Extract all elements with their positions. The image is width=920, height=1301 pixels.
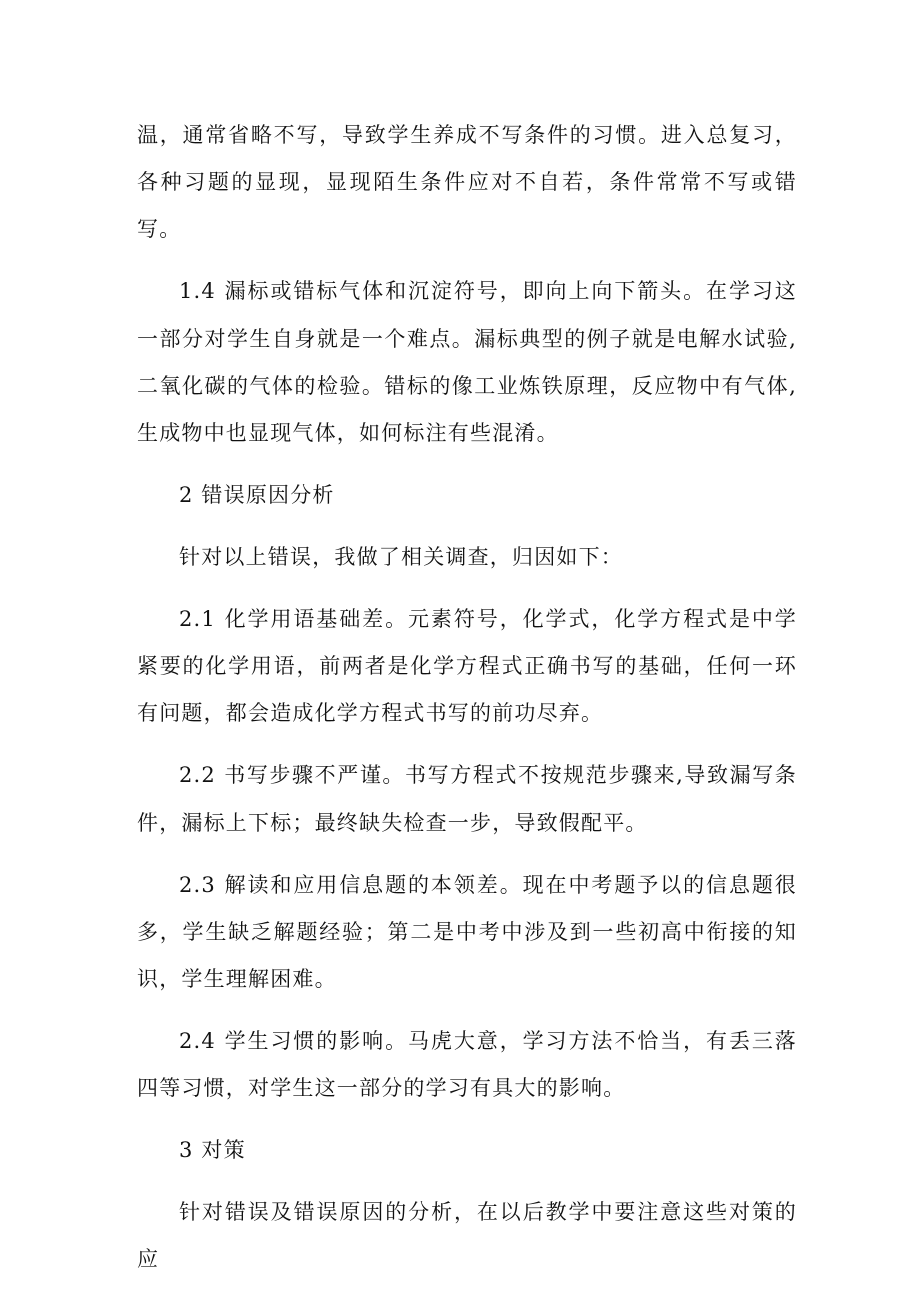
paragraph-intro: 针对以上错误，我做了相关调查，归因如下： <box>179 545 623 570</box>
document-body <box>137 112 797 1298</box>
paragraph-2-1: 2.1 化学用语基础差。元素符号，化学式，化学方程式是中学紧要的化学用语，前两者是化学方程式正确书写的基础，任何一环有问题，都会造成化学方程式书写的前功尽弃。 <box>137 607 797 726</box>
paragraph-strategy: 针对错误及错误原因的分析，在以后教学中要注意这些对策的应 <box>137 1200 797 1272</box>
section-heading-3: 3 对策 <box>179 1138 246 1163</box>
paragraph-2-4: 2.4 学生习惯的影响。马虎大意，学习方法不恰当，有丢三落四等习惯，对学生这一部分的学习有具大的影响。 <box>137 1029 797 1101</box>
section-heading-2: 2 错误原因分析 <box>179 483 335 508</box>
paragraph-1-4: 1.4 漏标或错标气体和沉淀符号，即向上向下箭头。在学习这一部分对学生自身就是一个难点。漏标典型的例子就是电解水试验,二氧化碳的气体的检验。错标的像工业炼铁原理，反应物中有气体,生成物中也显现气体，如何标注有些混淆。 <box>137 279 797 446</box>
paragraph-2-2: 2.2 书写步骤不严谨。书写方程式不按规范步骤来,导致漏写条件，漏标上下标；最终缺失检查一步，导致假配平。 <box>137 763 797 835</box>
paragraph-continuation: 温，通常省略不写，导致学生养成不写条件的习惯。进入总复习，各种习题的显现，显现陌生条件应对不自若，条件常常不写或错写。 <box>137 123 797 242</box>
paragraph-2-3: 2.3 解读和应用信息题的本领差。现在中考题予以的信息题很多，学生缺乏解题经验；第二是中考中涉及到一些初高中衔接的知识，学生理解困难。 <box>137 872 797 992</box>
